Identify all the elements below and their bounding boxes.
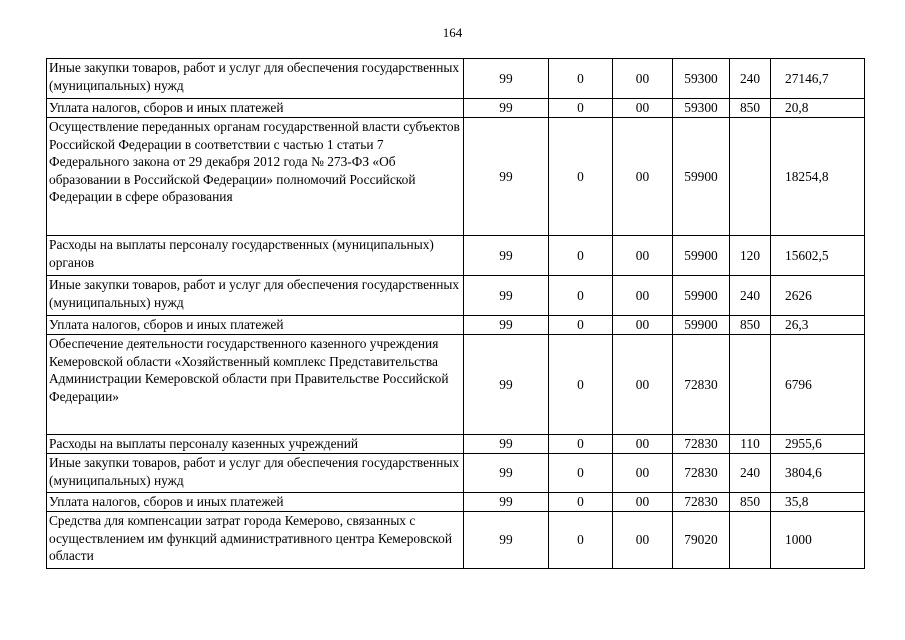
- code-part-4-cell: 72830: [673, 335, 730, 435]
- code-part-2-cell: 0: [549, 435, 613, 454]
- table-row: [47, 512, 865, 569]
- expense-type-cell: 850: [730, 493, 771, 512]
- expense-type-cell: 850: [730, 99, 771, 118]
- ministry-code-cell: 99: [464, 316, 549, 335]
- code-part-3-cell: 00: [613, 118, 673, 236]
- row-description: Уплата налогов, сборов и иных платежей: [47, 493, 464, 512]
- table-row: [47, 276, 865, 316]
- amount-cell: 3804,6: [771, 454, 865, 493]
- amount-cell: 20,8: [771, 99, 865, 118]
- code-part-4-cell: 59900: [673, 118, 730, 236]
- table-row: [47, 316, 865, 335]
- code-part-2-cell: 0: [549, 512, 613, 569]
- code-part-3-cell: 00: [613, 236, 673, 276]
- row-description: Уплата налогов, сборов и иных платежей: [47, 316, 464, 335]
- code-part-3-cell: 00: [613, 316, 673, 335]
- row-description: Обеспечение деятельности государственного казенного учреждения Кемеровской области «Хозяйственный комплекс Представительства Администрации Кемеровской области при Правительстве Российской Федерации»: [47, 335, 464, 435]
- row-description: Расходы на выплаты персоналу казенных учреждений: [47, 435, 464, 454]
- code-part-4-cell: 59900: [673, 236, 730, 276]
- code-part-3-cell: 00: [613, 454, 673, 493]
- code-part-3-cell: 00: [613, 512, 673, 569]
- code-part-3-cell: 00: [613, 99, 673, 118]
- table-row: [47, 493, 865, 512]
- code-part-3-cell: 00: [613, 493, 673, 512]
- row-description: Уплата налогов, сборов и иных платежей: [47, 99, 464, 118]
- amount-cell: 6796: [771, 335, 865, 435]
- code-part-3-cell: 00: [613, 59, 673, 99]
- code-part-3-cell: 00: [613, 335, 673, 435]
- code-part-2-cell: 0: [549, 454, 613, 493]
- amount-cell: 15602,5: [771, 236, 865, 276]
- page-number: 164: [442, 25, 463, 40]
- code-part-2-cell: 0: [549, 59, 613, 99]
- code-part-4-cell: 72830: [673, 493, 730, 512]
- amount-cell: 35,8: [771, 493, 865, 512]
- ministry-code-cell: 99: [464, 512, 549, 569]
- code-part-3-cell: 00: [613, 276, 673, 316]
- code-part-4-cell: 59300: [673, 59, 730, 99]
- ministry-code-cell: 99: [464, 335, 549, 435]
- row-description: Иные закупки товаров, работ и услуг для обеспечения государственных (муниципальных) нужд: [47, 454, 464, 493]
- budget-table: [46, 58, 865, 569]
- expense-type-cell: 240: [730, 276, 771, 316]
- code-part-2-cell: 0: [549, 316, 613, 335]
- ministry-code-cell: 99: [464, 435, 549, 454]
- expense-type-cell: 240: [730, 59, 771, 99]
- table-row: [47, 99, 865, 118]
- amount-cell: 26,3: [771, 316, 865, 335]
- table-row: [47, 118, 865, 236]
- row-description: Средства для компенсации затрат города Кемерово, связанных с осуществлением им функций административного центра Кемеровской области: [47, 512, 464, 569]
- code-part-4-cell: 72830: [673, 454, 730, 493]
- ministry-code-cell: 99: [464, 236, 549, 276]
- amount-cell: 2955,6: [771, 435, 865, 454]
- expense-type-cell: 850: [730, 316, 771, 335]
- ministry-code-cell: 99: [464, 493, 549, 512]
- expense-type-cell: [730, 512, 771, 569]
- table-row: [47, 59, 865, 99]
- row-description: Иные закупки товаров, работ и услуг для обеспечения государственных (муниципальных) нужд: [47, 276, 464, 316]
- amount-cell: 1000: [771, 512, 865, 569]
- row-description: Иные закупки товаров, работ и услуг для обеспечения государственных (муниципальных) нужд: [47, 59, 464, 99]
- expense-type-cell: 110: [730, 435, 771, 454]
- code-part-2-cell: 0: [549, 276, 613, 316]
- ministry-code-cell: 99: [464, 276, 549, 316]
- row-description: Осуществление переданных органам государственной власти субъектов Российской Федерации в соответствии с частью 1 статьи 7 Федерального закона от 29 декабря 2012 года № 273-ФЗ «Об образовании в Российской Федерации» полномочий Российской Федерации в сфере образования: [47, 118, 464, 236]
- ministry-code-cell: 99: [464, 59, 549, 99]
- code-part-2-cell: 0: [549, 335, 613, 435]
- code-part-2-cell: 0: [549, 236, 613, 276]
- expense-type-cell: 240: [730, 454, 771, 493]
- code-part-2-cell: 0: [549, 493, 613, 512]
- expense-type-cell: 120: [730, 236, 771, 276]
- amount-cell: 18254,8: [771, 118, 865, 236]
- expense-type-cell: [730, 335, 771, 435]
- table-row: [47, 454, 865, 493]
- code-part-4-cell: 59900: [673, 276, 730, 316]
- ministry-code-cell: 99: [464, 118, 549, 236]
- code-part-2-cell: 0: [549, 99, 613, 118]
- expense-type-cell: [730, 118, 771, 236]
- ministry-code-cell: 99: [464, 99, 549, 118]
- ministry-code-cell: 99: [464, 454, 549, 493]
- code-part-4-cell: 79020: [673, 512, 730, 569]
- row-description: Расходы на выплаты персоналу государственных (муниципальных) органов: [47, 236, 464, 276]
- amount-cell: 27146,7: [771, 59, 865, 99]
- code-part-4-cell: 72830: [673, 435, 730, 454]
- table-row: [47, 236, 865, 276]
- table-row: [47, 335, 865, 435]
- code-part-4-cell: 59900: [673, 316, 730, 335]
- code-part-4-cell: 59300: [673, 99, 730, 118]
- code-part-2-cell: 0: [549, 118, 613, 236]
- code-part-3-cell: 00: [613, 435, 673, 454]
- amount-cell: 2626: [771, 276, 865, 316]
- table-row: [47, 435, 865, 454]
